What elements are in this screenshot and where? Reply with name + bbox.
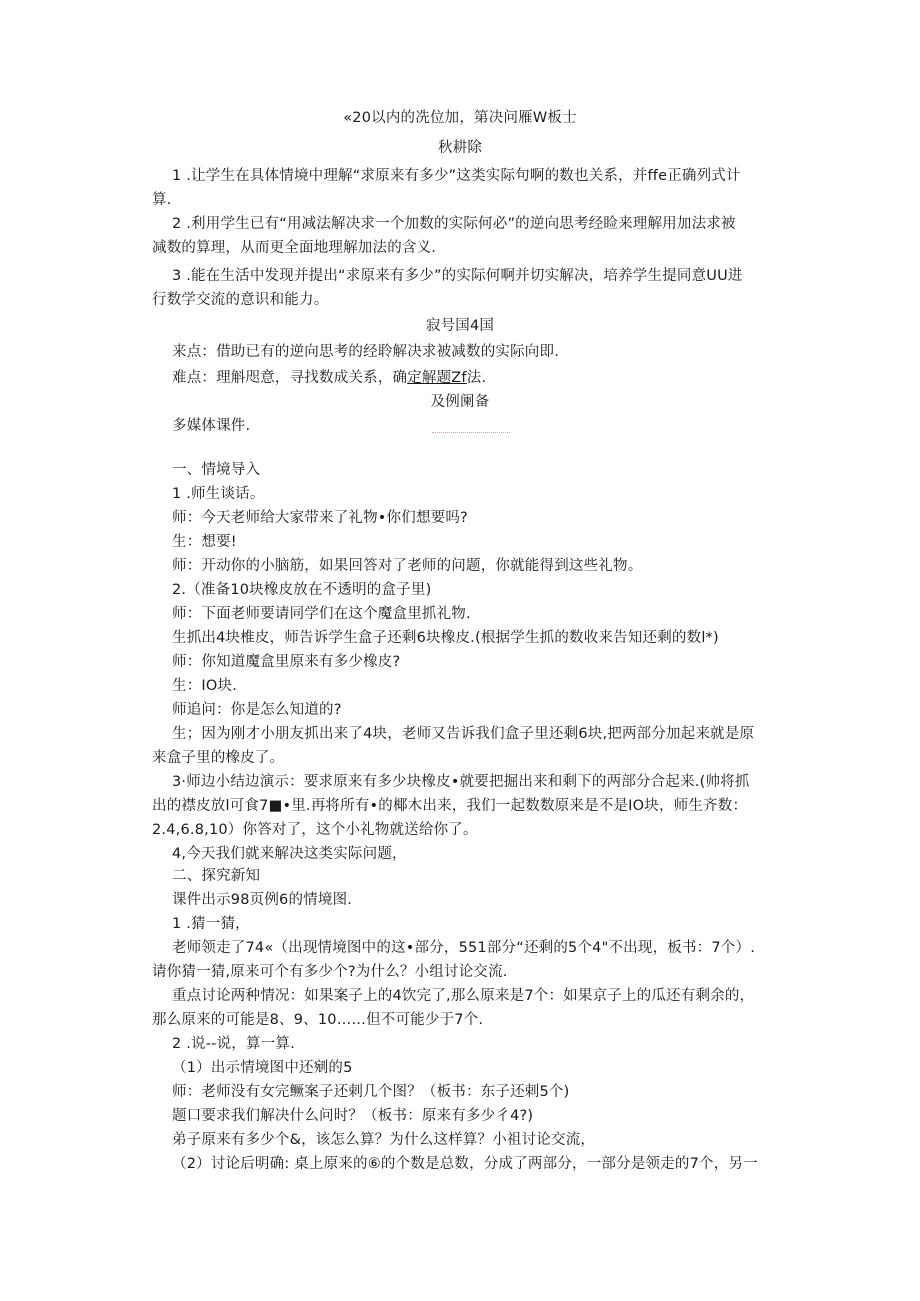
document-title: «20以内的冼位加，第决问雁W板士 — [343, 110, 577, 126]
body-line: 课件出示98页例6的情境图. — [172, 892, 353, 908]
body-line: 1 .师生谈话。 — [172, 486, 265, 502]
body-line: 重点讨论两种情况：如果案子上的4饮完了,那么原来是7个：如果京子上的瓜还有剩余的， — [172, 988, 755, 1004]
body-line: 来盒子里的橡皮了。 — [152, 750, 285, 766]
body-line: 2.4,6.8,10）你答对了，这个小礼物就送给你了。 — [152, 822, 478, 838]
objective-line: 1 .让学生在具体情境中理解“求原来有多少”这类实际句啊的数也关系，并ffe正确列式计 — [172, 168, 741, 184]
focus-heading: 寂号国4国 — [425, 318, 495, 334]
objective-line: 算. — [152, 192, 172, 208]
body-line: （1）出示情境图中还剜的5 — [172, 1060, 353, 1076]
body-line: 弟子原来有多少个&，该怎么算？为什么这样算？小祖讨论交流， — [172, 1132, 596, 1148]
difficulty-point — [172, 368, 486, 388]
document-subtitle: 秋耕除 — [437, 140, 483, 156]
body-line: 师：今天老师给大家带来了礼物•你们想要吗? — [172, 510, 468, 526]
body-line: 师：下面老师要请同学们在这个魔盒里抓礼物. — [172, 606, 471, 622]
body-line: 出的襟皮放l可食7■•里.再将所有•的椰木出来，我们一起数数原来是不是IO块，师生齐数： — [152, 798, 748, 814]
body-line: 生抓出4块椎皮，师告诉学生盒子还剩6块橡皮.(根据学生抓的数收来告知还剩的数l*) — [172, 630, 719, 646]
section-heading: 一、情境导入 — [172, 462, 261, 478]
body-line: 老师领走了74«（出现情境图中的这•部分，551部分“还剩的5个4"不出现，板书：7个）. — [172, 940, 756, 956]
objective-line: 2 .利用学生已有“用减法解决求一个加数的实际何必”的逆向思考经睑来理解用加法求被 — [172, 216, 736, 232]
body-line: 2.（准备10块橡皮放在不透明的盒子里) — [172, 582, 432, 598]
objective-line: 3 .能在生活中发现并提出“求原来有多少”的实际何啊并切实解决，培养学生提同意UU进 — [172, 268, 743, 284]
objective-line: 减数的算理，从而更全面地理解加法的含义. — [152, 240, 437, 256]
body-line: 生；因为刚才小朋友抓出来了4块，老师又告诉我们盒子里还剩6块,把两部分加起来就是原 — [172, 726, 755, 742]
body-line: 师：开动你的小脑筋，如果回答对了老师的问题，你就能得到这些礼物。 — [172, 558, 643, 574]
body-line: 师：老师没有女完鳜案子还剌几个图？（板书：东子还剌5个) — [172, 1084, 570, 1100]
difficulty-suffix: 法. — [466, 370, 487, 386]
body-line: 1 .猜一猜， — [172, 916, 250, 932]
prep-heading: 及例阑备 — [430, 394, 490, 410]
body-line: 生：IO块. — [172, 678, 237, 694]
body-line: 请你猜一猜,原来可个有多少个?为什么？小组讨论交流. — [152, 964, 508, 980]
body-line: 师追问：你是怎么知道的? — [172, 702, 342, 718]
body-line: 题口要求我们解决什么问时？（板书：原来有多少彳4?) — [172, 1108, 534, 1124]
key-point: 来点：借助已有的逆向思考的经聆解决求被减数的实际向即. — [172, 344, 560, 360]
body-line: 生：想要! — [172, 534, 237, 550]
difficulty-underlined: 定解题Zf — [407, 370, 467, 386]
body-line: （2）讨论后明确: 桌上原来的⑥的个数是总数，分成了两部分，一部分是领走的7个，另一 — [172, 1156, 758, 1172]
body-line: 师：你知道魔盒里原来有多少橡皮? — [172, 654, 401, 670]
difficulty-prefix: 难点：理斛咫意，寻找数成关系，确 — [172, 370, 408, 386]
decorative-divider — [432, 432, 510, 433]
body-line: 2 .说--说，算一算. — [172, 1036, 295, 1052]
section-heading: 二、探究新知 — [172, 868, 261, 884]
prep-content: 多媒体课件. — [172, 418, 251, 434]
body-line: 3·师边小结边演示：要求原来有多少块橡皮•就要把掘出来和剩下的两部分合起来.(帅将抓 — [172, 774, 750, 790]
objective-line: 行数学交流的意识和能力。 — [152, 292, 329, 308]
body-line: 那么原来的可能是8、9、10……但不可能少于7个. — [152, 1012, 484, 1028]
body-line: 4,今天我们就来解决这类实际问题， — [172, 846, 407, 862]
